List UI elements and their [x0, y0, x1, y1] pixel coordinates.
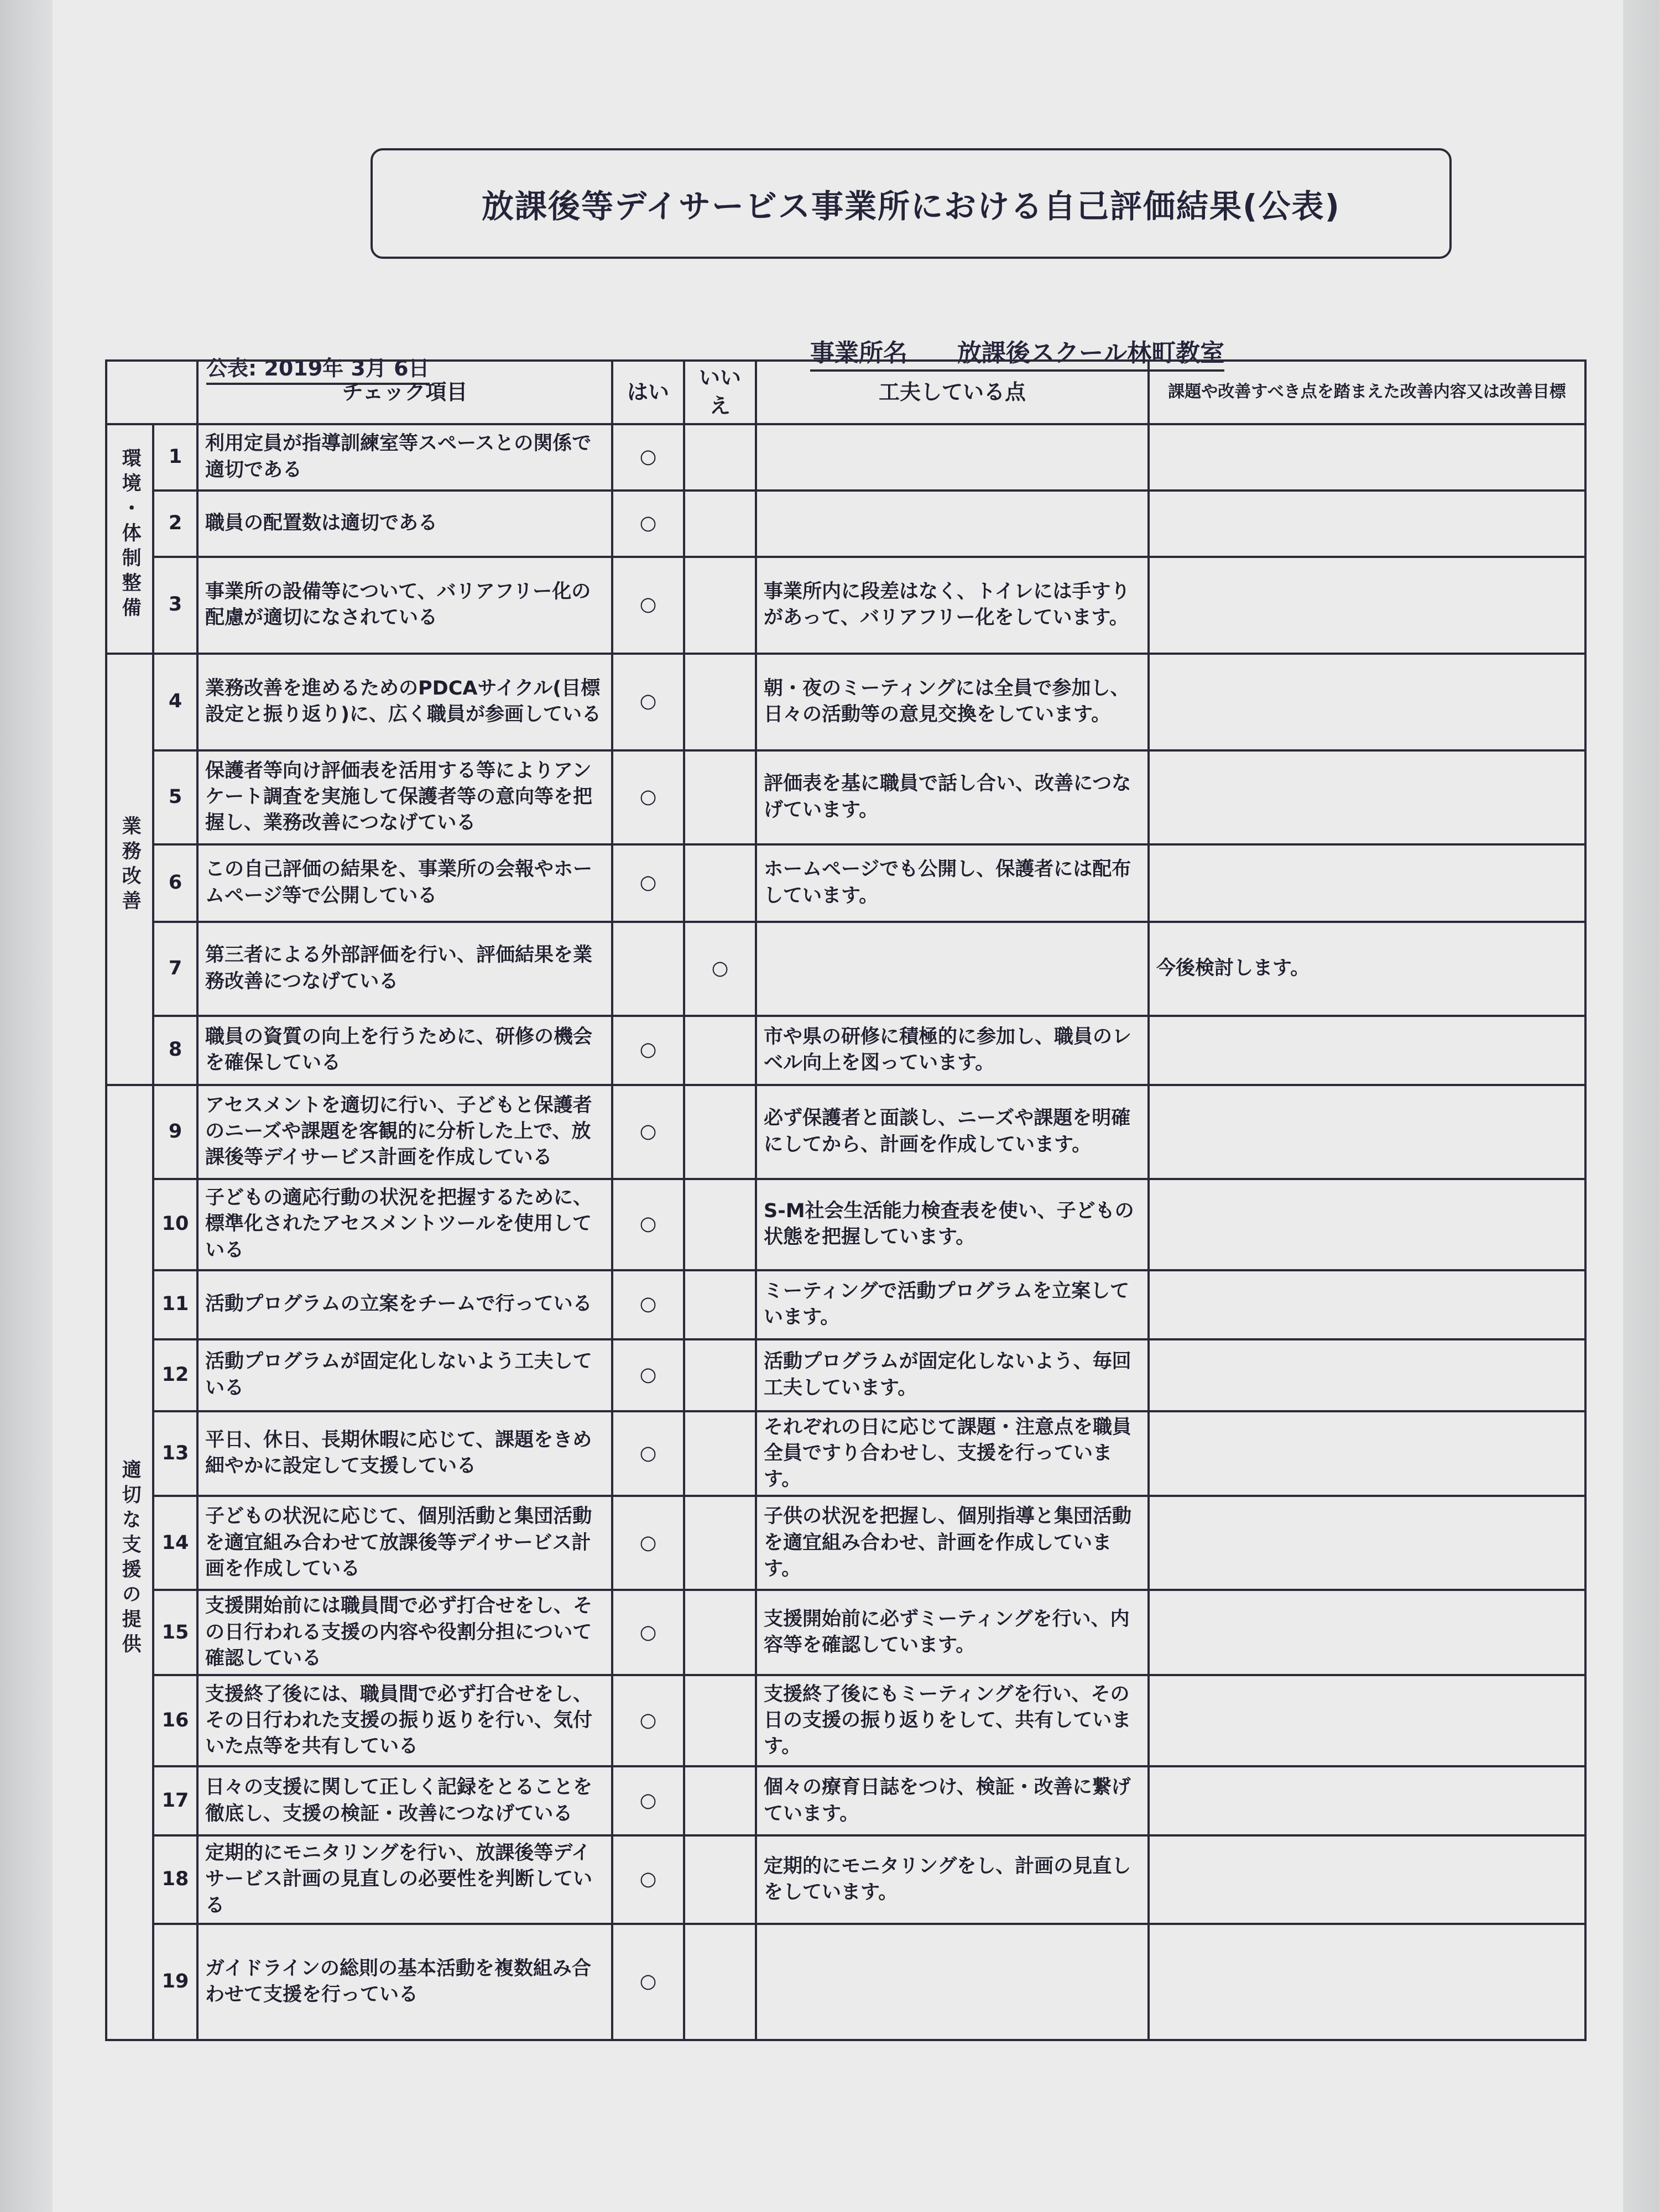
table-row: [106, 1496, 1585, 1590]
document-title: 放課後等デイサービス事業所における自己評価結果(公表): [371, 148, 1452, 259]
yes-mark: ○: [612, 1270, 684, 1339]
check-item: 平日、休日、長期休暇に応じて、課題をきめ細やかに設定して支援している: [197, 1411, 612, 1496]
no-mark: [684, 1675, 756, 1766]
yes-mark: ○: [612, 1766, 684, 1835]
effort-text: 市や県の研修に積極的に参加し、職員のレベル向上を図っています。: [756, 1016, 1149, 1085]
yes-mark: ○: [612, 1179, 684, 1270]
table-row: [106, 922, 1585, 1016]
goal-text: [1149, 654, 1585, 750]
no-mark: [684, 424, 756, 491]
no-mark: [684, 1179, 756, 1270]
item-number: 1: [153, 424, 197, 491]
effort-text: 支援終了後にもミーティングを行い、その日の支援の振り返りをして、共有しています。: [756, 1675, 1149, 1766]
yes-mark: ○: [612, 557, 684, 654]
item-number: 5: [153, 750, 197, 844]
goal-text: [1149, 491, 1585, 557]
table-row: [106, 1085, 1585, 1179]
item-number: 9: [153, 1085, 197, 1179]
check-item: 子どもの状況に応じて、個別活動と集団活動を適宜組み合わせて放課後等デイサービス計画を作成している: [197, 1496, 612, 1590]
goal-text: [1149, 1179, 1585, 1270]
no-mark: [684, 557, 756, 654]
item-number: 7: [153, 922, 197, 1016]
office-label: 事業所名: [810, 339, 907, 367]
goal-text: [1149, 750, 1585, 844]
item-number: 10: [153, 1179, 197, 1270]
effort-text: 事業所内に段差はなく、トイレには手すりがあって、バリアフリー化をしています。: [756, 557, 1149, 654]
no-mark: [684, 1339, 756, 1411]
effort-text: 必ず保護者と面談し、ニーズや課題を明確にしてから、計画を作成しています。: [756, 1085, 1149, 1179]
category-label: 業務改善: [119, 815, 142, 915]
check-item: 事業所の設備等について、バリアフリー化の配慮が適切になされている: [197, 557, 612, 654]
goal-text: [1149, 1675, 1585, 1766]
goal-text: [1149, 844, 1585, 922]
header-check-item: チェック項目: [197, 361, 612, 424]
table-row: [106, 1411, 1585, 1496]
table-row: [106, 1339, 1585, 1411]
yes-mark: ○: [612, 1085, 684, 1179]
check-item: 職員の資質の向上を行うために、研修の機会を確保している: [197, 1016, 612, 1085]
header-goal: 課題や改善すべき点を踏まえた改善内容又は改善目標: [1149, 361, 1585, 424]
item-number: 13: [153, 1411, 197, 1496]
no-mark: ○: [684, 922, 756, 1016]
goal-text: 今後検討します。: [1149, 922, 1585, 1016]
yes-mark: ○: [612, 1016, 684, 1085]
effort-text: ホームページでも公開し、保護者には配布しています。: [756, 844, 1149, 922]
item-number: 3: [153, 557, 197, 654]
check-item: ガイドラインの総則の基本活動を複数組み合わせて支援を行っている: [197, 1924, 612, 2040]
evaluation-table: [105, 359, 1587, 2041]
yes-mark: ○: [612, 1339, 684, 1411]
goal-text: [1149, 424, 1585, 491]
item-number: 6: [153, 844, 197, 922]
item-number: 16: [153, 1675, 197, 1766]
check-item: 子どもの適応行動の状況を把握するために、標準化されたアセスメントツールを使用している: [197, 1179, 612, 1270]
check-item: アセスメントを適切に行い、子どもと保護者のニーズや課題を客観的に分析した上で、放課後等デイサービス計画を作成している: [197, 1085, 612, 1179]
publication-date: 公表: 2019年 3月 6日: [206, 351, 430, 385]
goal-text: [1149, 1270, 1585, 1339]
goal-text: [1149, 1016, 1585, 1085]
table-row: [106, 1835, 1585, 1924]
table-row: [106, 1924, 1585, 2040]
effort-text: 定期的にモニタリングをし、計画の見直しをしています。: [756, 1835, 1149, 1924]
yes-mark: ○: [612, 1411, 684, 1496]
category-cell: [106, 424, 153, 654]
table-row: [106, 491, 1585, 557]
header-no: いいえ: [684, 361, 756, 424]
table-row: [106, 654, 1585, 750]
check-item: この自己評価の結果を、事業所の会報やホームページ等で公開している: [197, 844, 612, 922]
yes-mark: ○: [612, 1675, 684, 1766]
header-efforts: 工夫している点: [756, 361, 1149, 424]
table-row: [106, 1675, 1585, 1766]
table-row: [106, 557, 1585, 654]
no-mark: [684, 1924, 756, 2040]
table-header-row: [106, 361, 1585, 424]
item-number: 15: [153, 1590, 197, 1675]
header-yes: はい: [612, 361, 684, 424]
yes-mark: ○: [612, 844, 684, 922]
table-row: [106, 424, 1585, 491]
goal-text: [1149, 1924, 1585, 2040]
table-row: [106, 844, 1585, 922]
check-item: 日々の支援に関して正しく記録をとることを徹底し、支援の検証・改善につなげている: [197, 1766, 612, 1835]
no-mark: [684, 1766, 756, 1835]
check-item: 職員の配置数は適切である: [197, 491, 612, 557]
table-row: [106, 1270, 1585, 1339]
yes-mark: ○: [612, 750, 684, 844]
goal-text: [1149, 557, 1585, 654]
check-item: 業務改善を進めるためのPDCAサイクル(目標設定と振り返り)に、広く職員が参画している: [197, 654, 612, 750]
table-row: [106, 1590, 1585, 1675]
goal-text: [1149, 1411, 1585, 1496]
item-number: 2: [153, 491, 197, 557]
table-row: [106, 1766, 1585, 1835]
item-number: 8: [153, 1016, 197, 1085]
effort-text: 朝・夜のミーティングには全員で参加し、日々の活動等の意見交換をしています。: [756, 654, 1149, 750]
check-item: 活動プログラムが固定化しないよう工夫している: [197, 1339, 612, 1411]
effort-text: 個々の療育日誌をつけ、検証・改善に繋げています。: [756, 1766, 1149, 1835]
category-label: 環境・体制整備: [119, 447, 142, 622]
effort-text: ミーティングで活動プログラムを立案しています。: [756, 1270, 1149, 1339]
goal-text: [1149, 1590, 1585, 1675]
effort-text: 支援開始前に必ずミーティングを行い、内容等を確認しています。: [756, 1590, 1149, 1675]
yes-mark: ○: [612, 1590, 684, 1675]
effort-text: [756, 922, 1149, 1016]
category-cell: [106, 654, 153, 1085]
yes-mark: ○: [612, 654, 684, 750]
goal-text: [1149, 1496, 1585, 1590]
effort-text: 評価表を基に職員で話し合い、改善につなげています。: [756, 750, 1149, 844]
check-item: 保護者等向け評価表を活用する等によりアンケート調査を実施して保護者等の意向等を把握し、業務改善につなげている: [197, 750, 612, 844]
yes-mark: ○: [612, 1924, 684, 2040]
item-number: 11: [153, 1270, 197, 1339]
item-number: 14: [153, 1496, 197, 1590]
effort-text: [756, 424, 1149, 491]
item-number: 17: [153, 1766, 197, 1835]
no-mark: [684, 654, 756, 750]
table-row: [106, 1179, 1585, 1270]
no-mark: [684, 1411, 756, 1496]
category-label: 適切な支援の提供: [119, 1459, 142, 1658]
no-mark: [684, 1016, 756, 1085]
no-mark: [684, 1590, 756, 1675]
check-item: 定期的にモニタリングを行い、放課後等デイサービス計画の見直しの必要性を判断している: [197, 1835, 612, 1924]
no-mark: [684, 1085, 756, 1179]
check-item: 支援開始前には職員間で必ず打合せをし、その日行われる支援の内容や役割分担について確認している: [197, 1590, 612, 1675]
header-blank: [106, 361, 197, 424]
office-name: 放課後スクール林町教室: [957, 339, 1225, 367]
effort-text: S-M社会生活能力検査表を使い、子どもの状態を把握しています。: [756, 1179, 1149, 1270]
item-number: 19: [153, 1924, 197, 2040]
check-item: 第三者による外部評価を行い、評価結果を業務改善につなげている: [197, 922, 612, 1016]
item-number: 18: [153, 1835, 197, 1924]
goal-text: [1149, 1835, 1585, 1924]
yes-mark: [612, 922, 684, 1016]
effort-text: それぞれの日に応じて課題・注意点を職員全員ですり合わせし、支援を行っています。: [756, 1411, 1149, 1496]
effort-text: [756, 1924, 1149, 2040]
no-mark: [684, 750, 756, 844]
no-mark: [684, 1835, 756, 1924]
item-number: 4: [153, 654, 197, 750]
yes-mark: ○: [612, 424, 684, 491]
yes-mark: ○: [612, 1496, 684, 1590]
effort-text: 活動プログラムが固定化しないよう、毎回工夫しています。: [756, 1339, 1149, 1411]
item-number: 12: [153, 1339, 197, 1411]
check-item: 活動プログラムの立案をチームで行っている: [197, 1270, 612, 1339]
check-item: 利用定員が指導訓練室等スペースとの関係で適切である: [197, 424, 612, 491]
no-mark: [684, 491, 756, 557]
no-mark: [684, 1496, 756, 1590]
table-row: [106, 1016, 1585, 1085]
table-row: [106, 750, 1585, 844]
no-mark: [684, 1270, 756, 1339]
no-mark: [684, 844, 756, 922]
effort-text: [756, 491, 1149, 557]
category-cell: [106, 1085, 153, 2041]
check-item: 支援終了後には、職員間で必ず打合せをし、その日行われた支援の振り返りを行い、気付いた点等を共有している: [197, 1675, 612, 1766]
yes-mark: ○: [612, 1835, 684, 1924]
goal-text: [1149, 1766, 1585, 1835]
yes-mark: ○: [612, 491, 684, 557]
goal-text: [1149, 1085, 1585, 1179]
effort-text: 子供の状況を把握し、個別指導と集団活動を適宜組み合わせ、計画を作成しています。: [756, 1496, 1149, 1590]
goal-text: [1149, 1339, 1585, 1411]
